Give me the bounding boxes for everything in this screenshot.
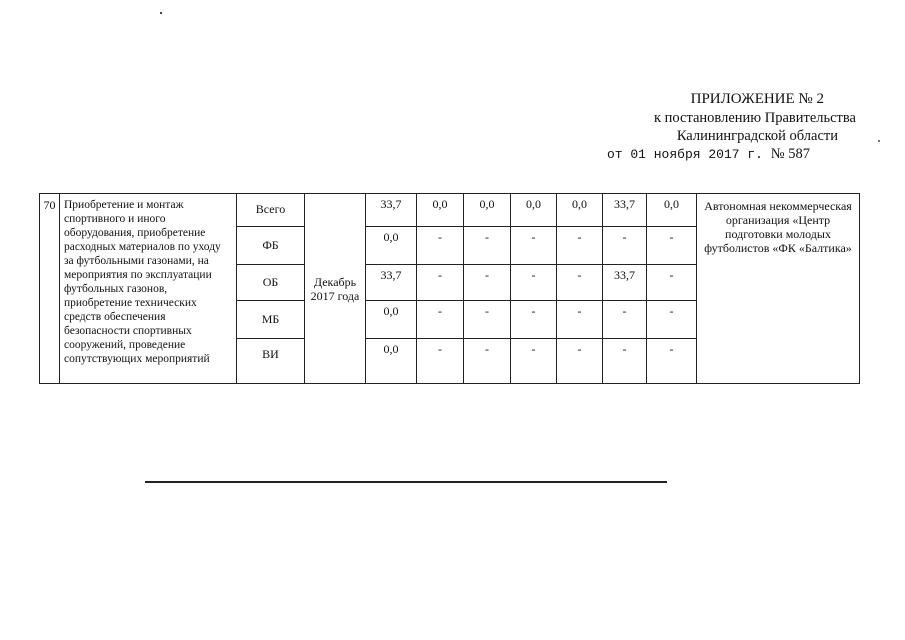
row-number: 70	[40, 194, 60, 384]
value-cell: -	[603, 339, 647, 384]
appendix-region: Калининградской области	[676, 128, 838, 144]
value-cell: 0,0	[511, 194, 557, 227]
value-cell: -	[417, 265, 464, 301]
activity-table	[39, 193, 860, 384]
value-cell: 0,0	[366, 301, 417, 339]
scan-speck	[878, 140, 880, 142]
value-cell: -	[464, 339, 511, 384]
value-cell: -	[464, 265, 511, 301]
appendix-title: ПРИЛОЖЕНИЕ № 2	[690, 91, 824, 107]
scan-speck	[160, 12, 162, 14]
row-term: Декабрь 2017 года	[305, 194, 366, 384]
value-cell: 33,7	[603, 265, 647, 301]
source-label: ВИ	[237, 339, 305, 384]
closing-rule	[145, 481, 667, 483]
value-cell: -	[557, 339, 603, 384]
appendix-subtitle: к постановлению Правительства	[654, 110, 856, 126]
value-cell: 0,0	[366, 227, 417, 265]
value-cell: 0,0	[647, 194, 697, 227]
value-cell: 0,0	[464, 194, 511, 227]
value-cell: 33,7	[366, 194, 417, 227]
value-cell: -	[647, 339, 697, 384]
value-cell: -	[647, 301, 697, 339]
value-cell: -	[417, 339, 464, 384]
value-cell: -	[511, 301, 557, 339]
value-cell: -	[557, 227, 603, 265]
value-cell: -	[557, 265, 603, 301]
value-cell: 33,7	[366, 265, 417, 301]
appendix-date-line	[607, 145, 810, 164]
value-cell: -	[511, 227, 557, 265]
value-cell: 0,0	[366, 339, 417, 384]
value-cell: -	[557, 301, 603, 339]
row-description: Приобретение и монтаж спортивного и иного оборудования, приобретение расходных материалов по уходу за футбольными газонами, на мероприятия по эксплуатации футбольных газонов, приобретение технических средств обеспечения безопасности спортивных сооружений, проведение сопутствующих мероприятий	[60, 194, 237, 384]
row-executor: Автономная некоммерческая организация «Центр подготовки молодых футболистов «ФК «Балтика»	[697, 194, 860, 384]
appendix-number: № 587	[770, 146, 810, 162]
value-cell: 0,0	[417, 194, 464, 227]
source-label: Всего	[237, 194, 305, 227]
source-label: ФБ	[237, 227, 305, 265]
value-cell: -	[647, 265, 697, 301]
source-label: ОБ	[237, 265, 305, 301]
value-cell: -	[603, 301, 647, 339]
value-cell: -	[511, 265, 557, 301]
value-cell: 33,7	[603, 194, 647, 227]
value-cell: -	[417, 301, 464, 339]
value-cell: -	[511, 339, 557, 384]
value-cell: 0,0	[557, 194, 603, 227]
value-cell: -	[647, 227, 697, 265]
value-cell: -	[464, 227, 511, 265]
value-cell: -	[603, 227, 647, 265]
value-cell: -	[464, 301, 511, 339]
table-row	[40, 194, 860, 227]
source-label: МБ	[237, 301, 305, 339]
value-cell: -	[417, 227, 464, 265]
appendix-date: от 01 ноября 2017 г.	[606, 147, 763, 162]
